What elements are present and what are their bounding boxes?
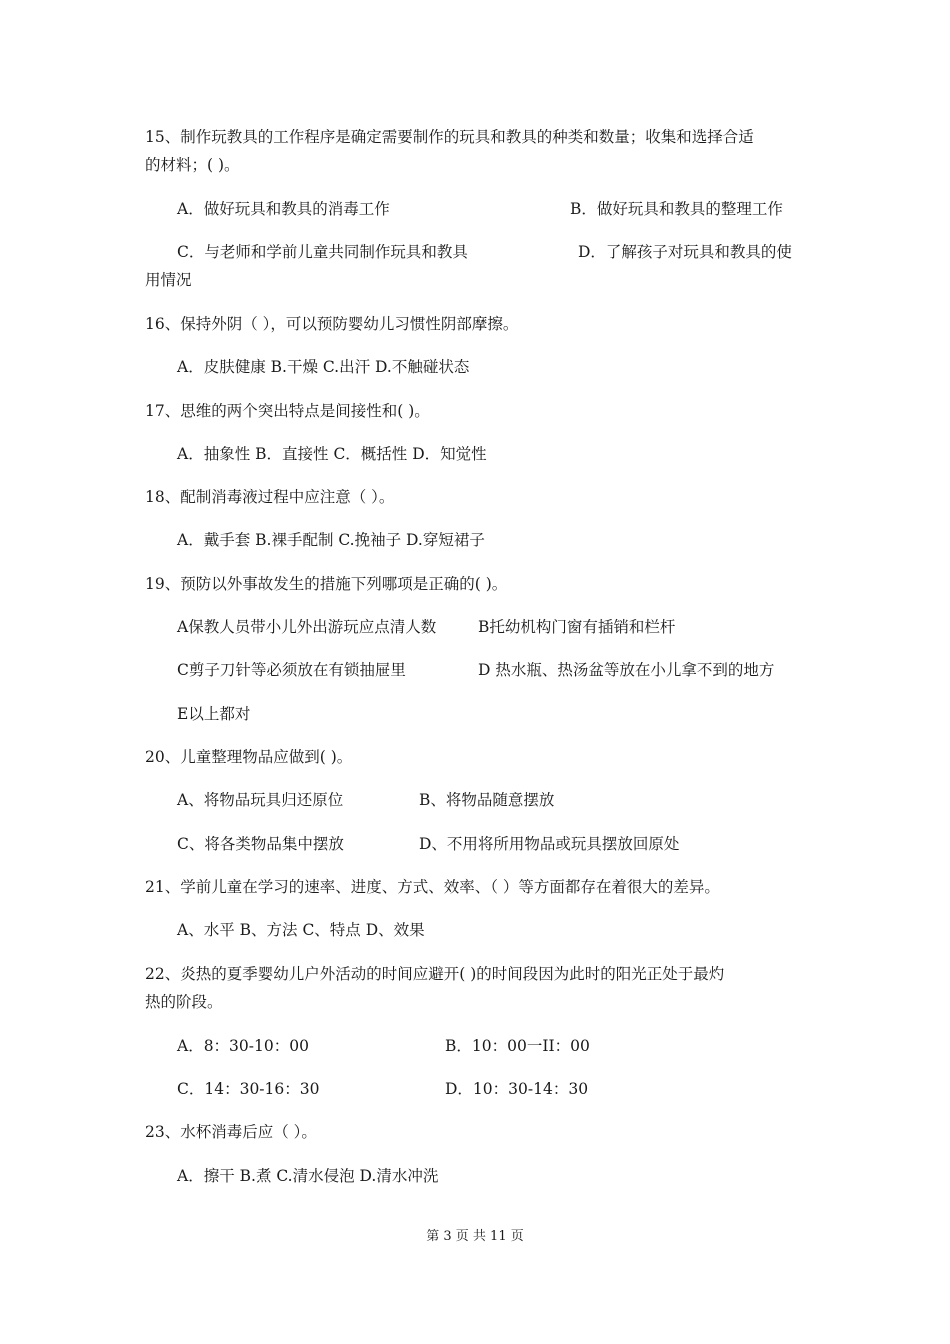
question-19-option-c: C剪子刀针等必须放在有锁抽屉里: [177, 661, 406, 679]
question-15-option-b: B．做好玩具和教具的整理工作: [570, 200, 783, 218]
question-22-stem: 22、炎热的夏季婴幼儿户外活动的时间应避开( )的时间段因为此时的阳光正处于最灼: [145, 965, 725, 983]
question-15-option-a: A．做好玩具和教具的消毒工作: [177, 200, 390, 218]
question-18-stem: 18、配制消毒液过程中应注意（ ）。: [145, 488, 395, 506]
question-19-option-e: E以上都对: [177, 705, 251, 723]
question-15-option-c: C．与老师和学前儿童共同制作玩具和教具: [177, 243, 468, 261]
question-19-option-a: A保教人员带小儿外出游玩应点清人数: [177, 618, 437, 636]
question-15-option-d-cont: 用情况: [145, 271, 192, 289]
question-21-stem: 21、学前儿童在学习的速率、进度、方式、效率、（ ）等方面都存在着很大的差异。: [145, 878, 720, 896]
question-15-option-d: D．了解孩子对玩具和教具的使: [578, 243, 792, 261]
question-20-stem: 20、儿童整理物品应做到( )。: [145, 748, 353, 766]
question-20-option-a: A、将物品玩具归还原位: [177, 791, 344, 809]
question-16-options: A．皮肤健康 B.干燥 C.出汗 D.不触碰状态: [177, 358, 470, 376]
question-15-stem: 15、制作玩教具的工作程序是确定需要制作的玩具和教具的种类和数量；收集和选择合适: [145, 128, 754, 146]
question-22-option-b: B．10：00一II：00: [445, 1037, 590, 1055]
question-22-option-a: A．8：30-10：00: [177, 1037, 309, 1055]
question-19-option-d: D 热水瓶、热汤盆等放在小儿拿不到的地方: [478, 661, 775, 679]
question-23-options: A．擦干 B.煮 C.清水侵泡 D.清水冲洗: [177, 1167, 439, 1185]
question-17-stem: 17、思维的两个突出特点是间接性和( )。: [145, 402, 430, 420]
question-19-option-b: B托幼机构门窗有插销和栏杆: [478, 618, 676, 636]
question-15-stem-cont: 的材料；( )。: [145, 156, 240, 174]
question-22-option-c: C．14：30-16：30: [177, 1080, 320, 1098]
question-18-options: A．戴手套 B.裸手配制 C.挽袖子 D.穿短裙子: [177, 531, 485, 549]
question-22-stem-cont: 热的阶段。: [145, 993, 223, 1011]
question-22-option-d: D．10：30-14：30: [445, 1080, 589, 1098]
question-20-option-d: D、不用将所用物品或玩具摆放回原处: [419, 835, 680, 853]
question-16-stem: 16、保持外阴（ ），可以预防婴幼儿习惯性阴部摩擦。: [145, 315, 519, 333]
question-21-options: A、水平 B、方法 C、特点 D、效果: [177, 921, 425, 939]
question-20-option-c: C、将各类物品集中摆放: [177, 835, 344, 853]
question-17-options: A．抽象性 B．直接性 C．概括性 D．知觉性: [177, 445, 487, 463]
page-footer: 第 3 页 共 11 页: [426, 1229, 524, 1244]
question-23-stem: 23、水杯消毒后应（ ）。: [145, 1123, 317, 1141]
question-20-option-b: B、将物品随意摆放: [419, 791, 555, 809]
question-19-stem: 19、预防以外事故发生的措施下列哪项是正确的( )。: [145, 575, 508, 593]
